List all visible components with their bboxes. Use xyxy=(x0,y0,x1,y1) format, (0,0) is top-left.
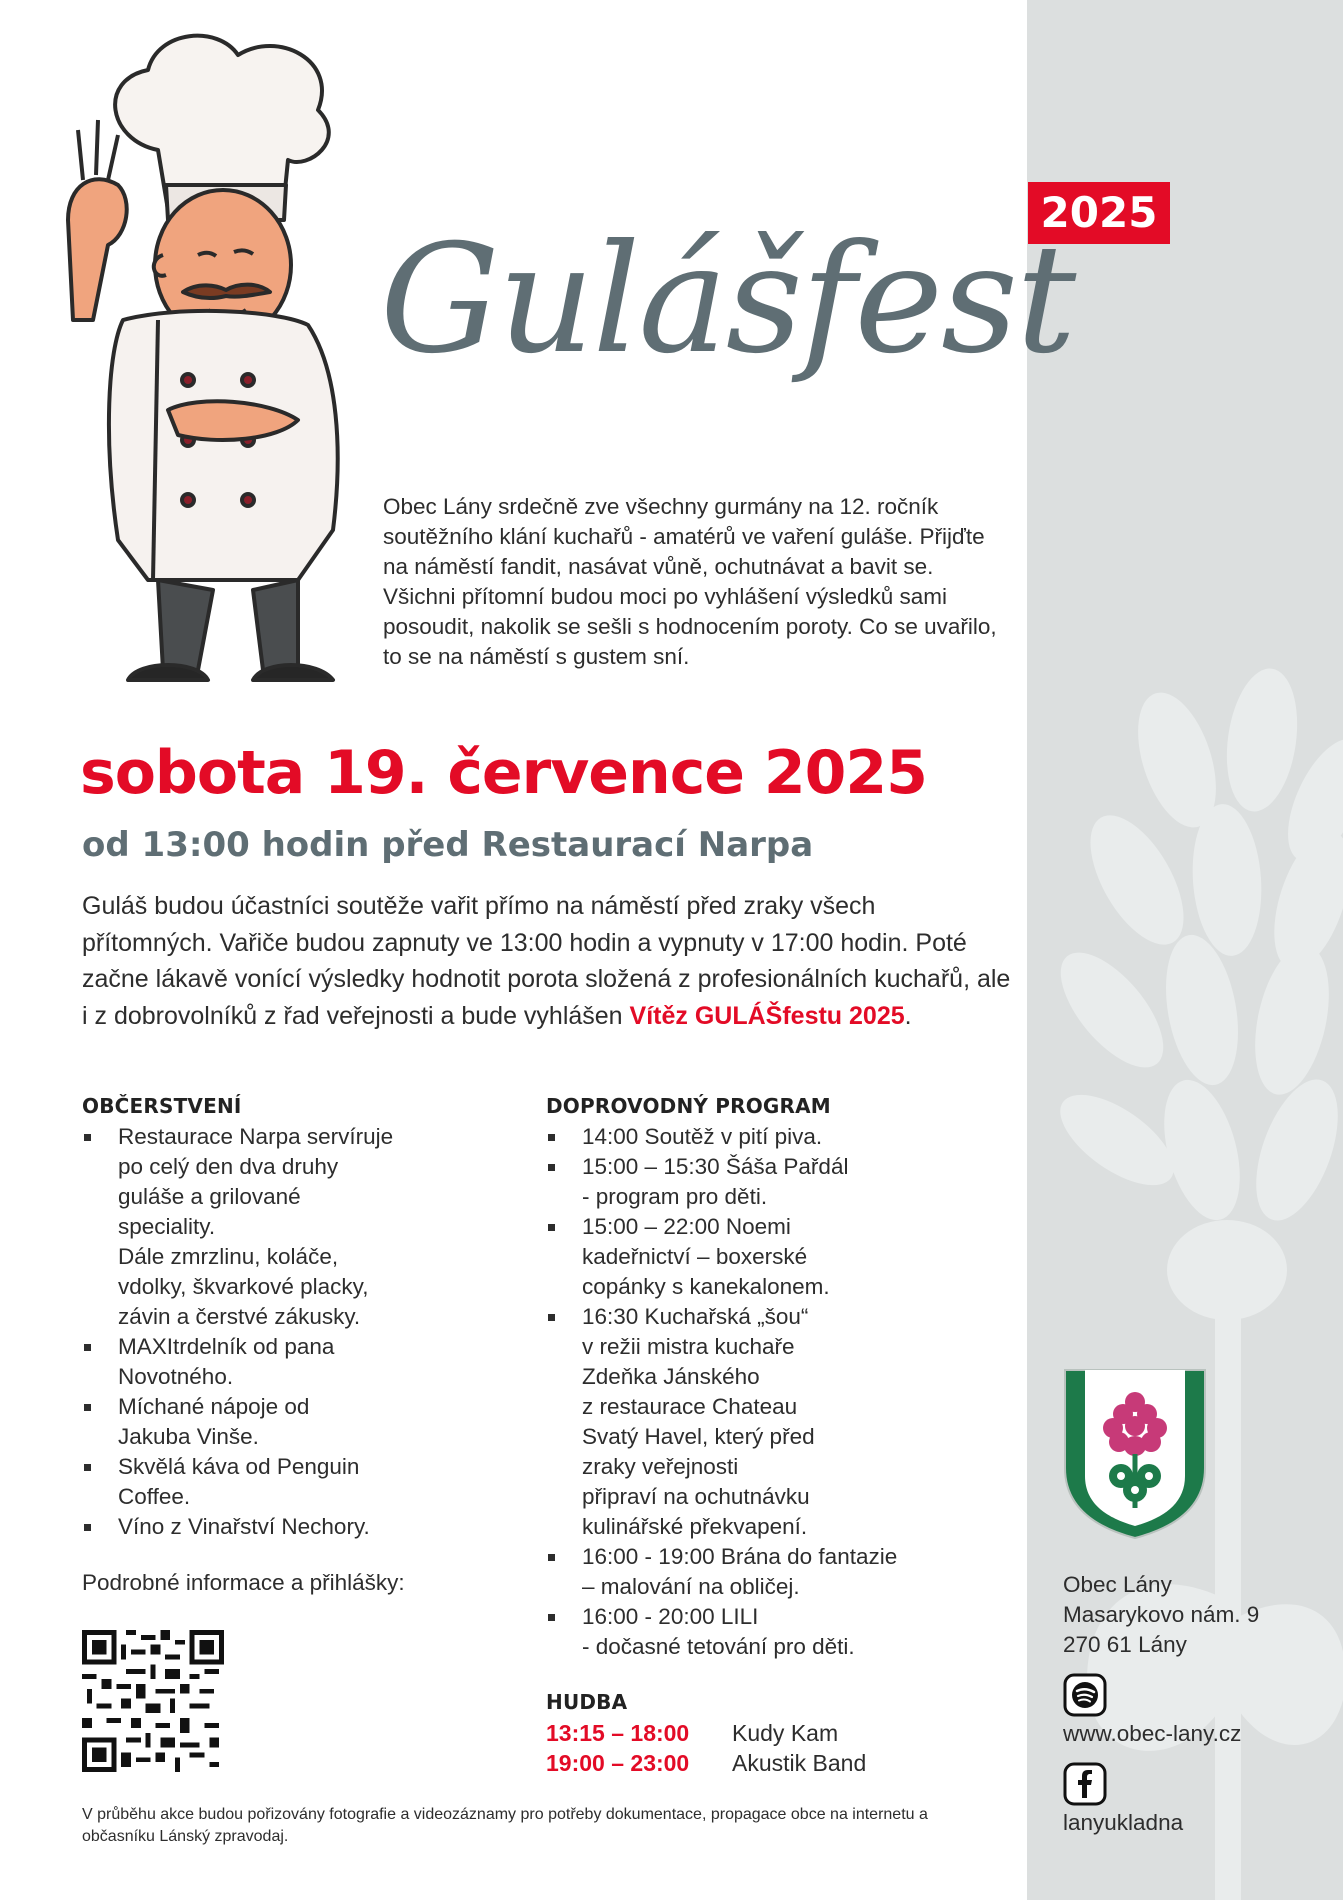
event-date: sobota 19. července 2025 xyxy=(80,738,927,808)
list-item: Restaurace Narpa servíruje po celý den dva druhy guláše a grilované speciality. Dále zmrzlinu, koláče, vdolky, škvarkové placky, závin a čerstvé zákusky. xyxy=(82,1122,512,1332)
music-band: Akustik Band xyxy=(732,1750,867,1776)
photo-notice: V průběhu akce budou pořizovány fotografie a videozáznamy pro potřeby dokumentace, propagace obce na internetu a občasníku Lánský zpravodaj. xyxy=(82,1806,928,1845)
music-schedule xyxy=(546,1718,866,1778)
village-crest-icon xyxy=(1063,1368,1207,1540)
list-item: 16:00 - 20:00 LILI - dočasné tetování pro děti. xyxy=(546,1602,986,1662)
description-end: . xyxy=(904,1001,912,1030)
list-item: 16:00 - 19:00 Brána do fantazie – malování na obličej. xyxy=(546,1542,986,1602)
facebook-icon[interactable] xyxy=(1063,1762,1107,1806)
description-text: Guláš budou účastníci soutěže vařit přímo na náměstí před zraky všech přítomných. Vařiče budou zapnuty ve 13:00 hodin a vypnuty v 17:00 hodin. Poté začne lákavě vonící výsledky hodnotit porota složená z profesionálních kuchařů, ale i z dobrovolníků z řad veřejnosti a bude vyhlášen xyxy=(82,892,1011,1030)
intro-text: Obec Lány srdečně zve všechny gurmány na 12. ročník soutěžního klání kuchařů - amatérů ve vaření guláše. Přijďte na náměstí fandit, nasávat vůně, ochutnávat a bavit se. Všichni přítomní budou moci po vyhlášení výsledků sami posoudit, nakolik se sešli s hodnocením poroty. Co se uvařilo, to se na náměstí s gustem sní. xyxy=(383,494,997,669)
music-time: 19:00 – 23:00 xyxy=(546,1750,690,1776)
website-link[interactable]: www.obec-lany.cz xyxy=(1063,1721,1242,1746)
event-time-place: od 13:00 hodin před Restaurací Narpa xyxy=(82,825,814,865)
list-item: Víno z Vinařství Nechory. xyxy=(82,1512,512,1542)
event-title: Gulášfest xyxy=(380,213,1075,387)
info-label: Podrobné informace a přihlášky: xyxy=(82,1570,405,1595)
chef-illustration xyxy=(48,20,398,710)
music-row xyxy=(546,1748,866,1778)
music-row xyxy=(546,1718,866,1748)
list-item: 14:00 Soutěž v pití piva. xyxy=(546,1122,986,1152)
program-list xyxy=(546,1122,986,1662)
list-item: Skvělá káva od Penguin Coffee. xyxy=(82,1452,512,1512)
list-item: 15:00 – 22:00 Noemi kadeřnictví – boxerské copánky s kanekalonem. xyxy=(546,1212,986,1302)
refreshments-heading: OBČERSTVENÍ xyxy=(82,1094,242,1118)
refreshments-section xyxy=(82,1094,512,1542)
list-item: 16:30 Kuchařská „šou“ v režii mistra kuchaře Zdeňka Jánského z restaurace Chateau Svatý Havel, který před zraky veřejnosti připraví na ochutnávku kulinářské překvapení. xyxy=(546,1302,986,1542)
refreshments-list xyxy=(82,1122,512,1542)
contact-address xyxy=(1063,1570,1259,1660)
music-heading: HUDBA xyxy=(546,1690,628,1714)
event-description xyxy=(82,888,1012,1034)
contact-city: 270 61 Lány xyxy=(1063,1632,1187,1657)
contact-name: Obec Lány xyxy=(1063,1572,1172,1597)
contact-street: Masarykovo nám. 9 xyxy=(1063,1602,1260,1627)
list-item: MAXItrdelník od pana Novotného. xyxy=(82,1332,512,1392)
facebook-link[interactable]: lanyukladna xyxy=(1063,1810,1184,1835)
music-time: 13:15 – 18:00 xyxy=(546,1720,690,1746)
list-item: 15:00 – 15:30 Šáša Pařdál - program pro děti. xyxy=(546,1152,986,1212)
music-band: Kudy Kam xyxy=(732,1720,839,1746)
list-item: Míchané nápoje od Jakuba Vinše. xyxy=(82,1392,512,1452)
qr-code[interactable] xyxy=(82,1630,224,1772)
program-heading: DOPROVODNÝ PROGRAM xyxy=(546,1094,831,1118)
program-section xyxy=(546,1094,986,1662)
spotify-icon[interactable] xyxy=(1063,1673,1107,1717)
year-badge: 2025 xyxy=(1028,182,1170,244)
winner-highlight: Vítěz GULÁŠfestu 2025 xyxy=(629,1001,905,1030)
